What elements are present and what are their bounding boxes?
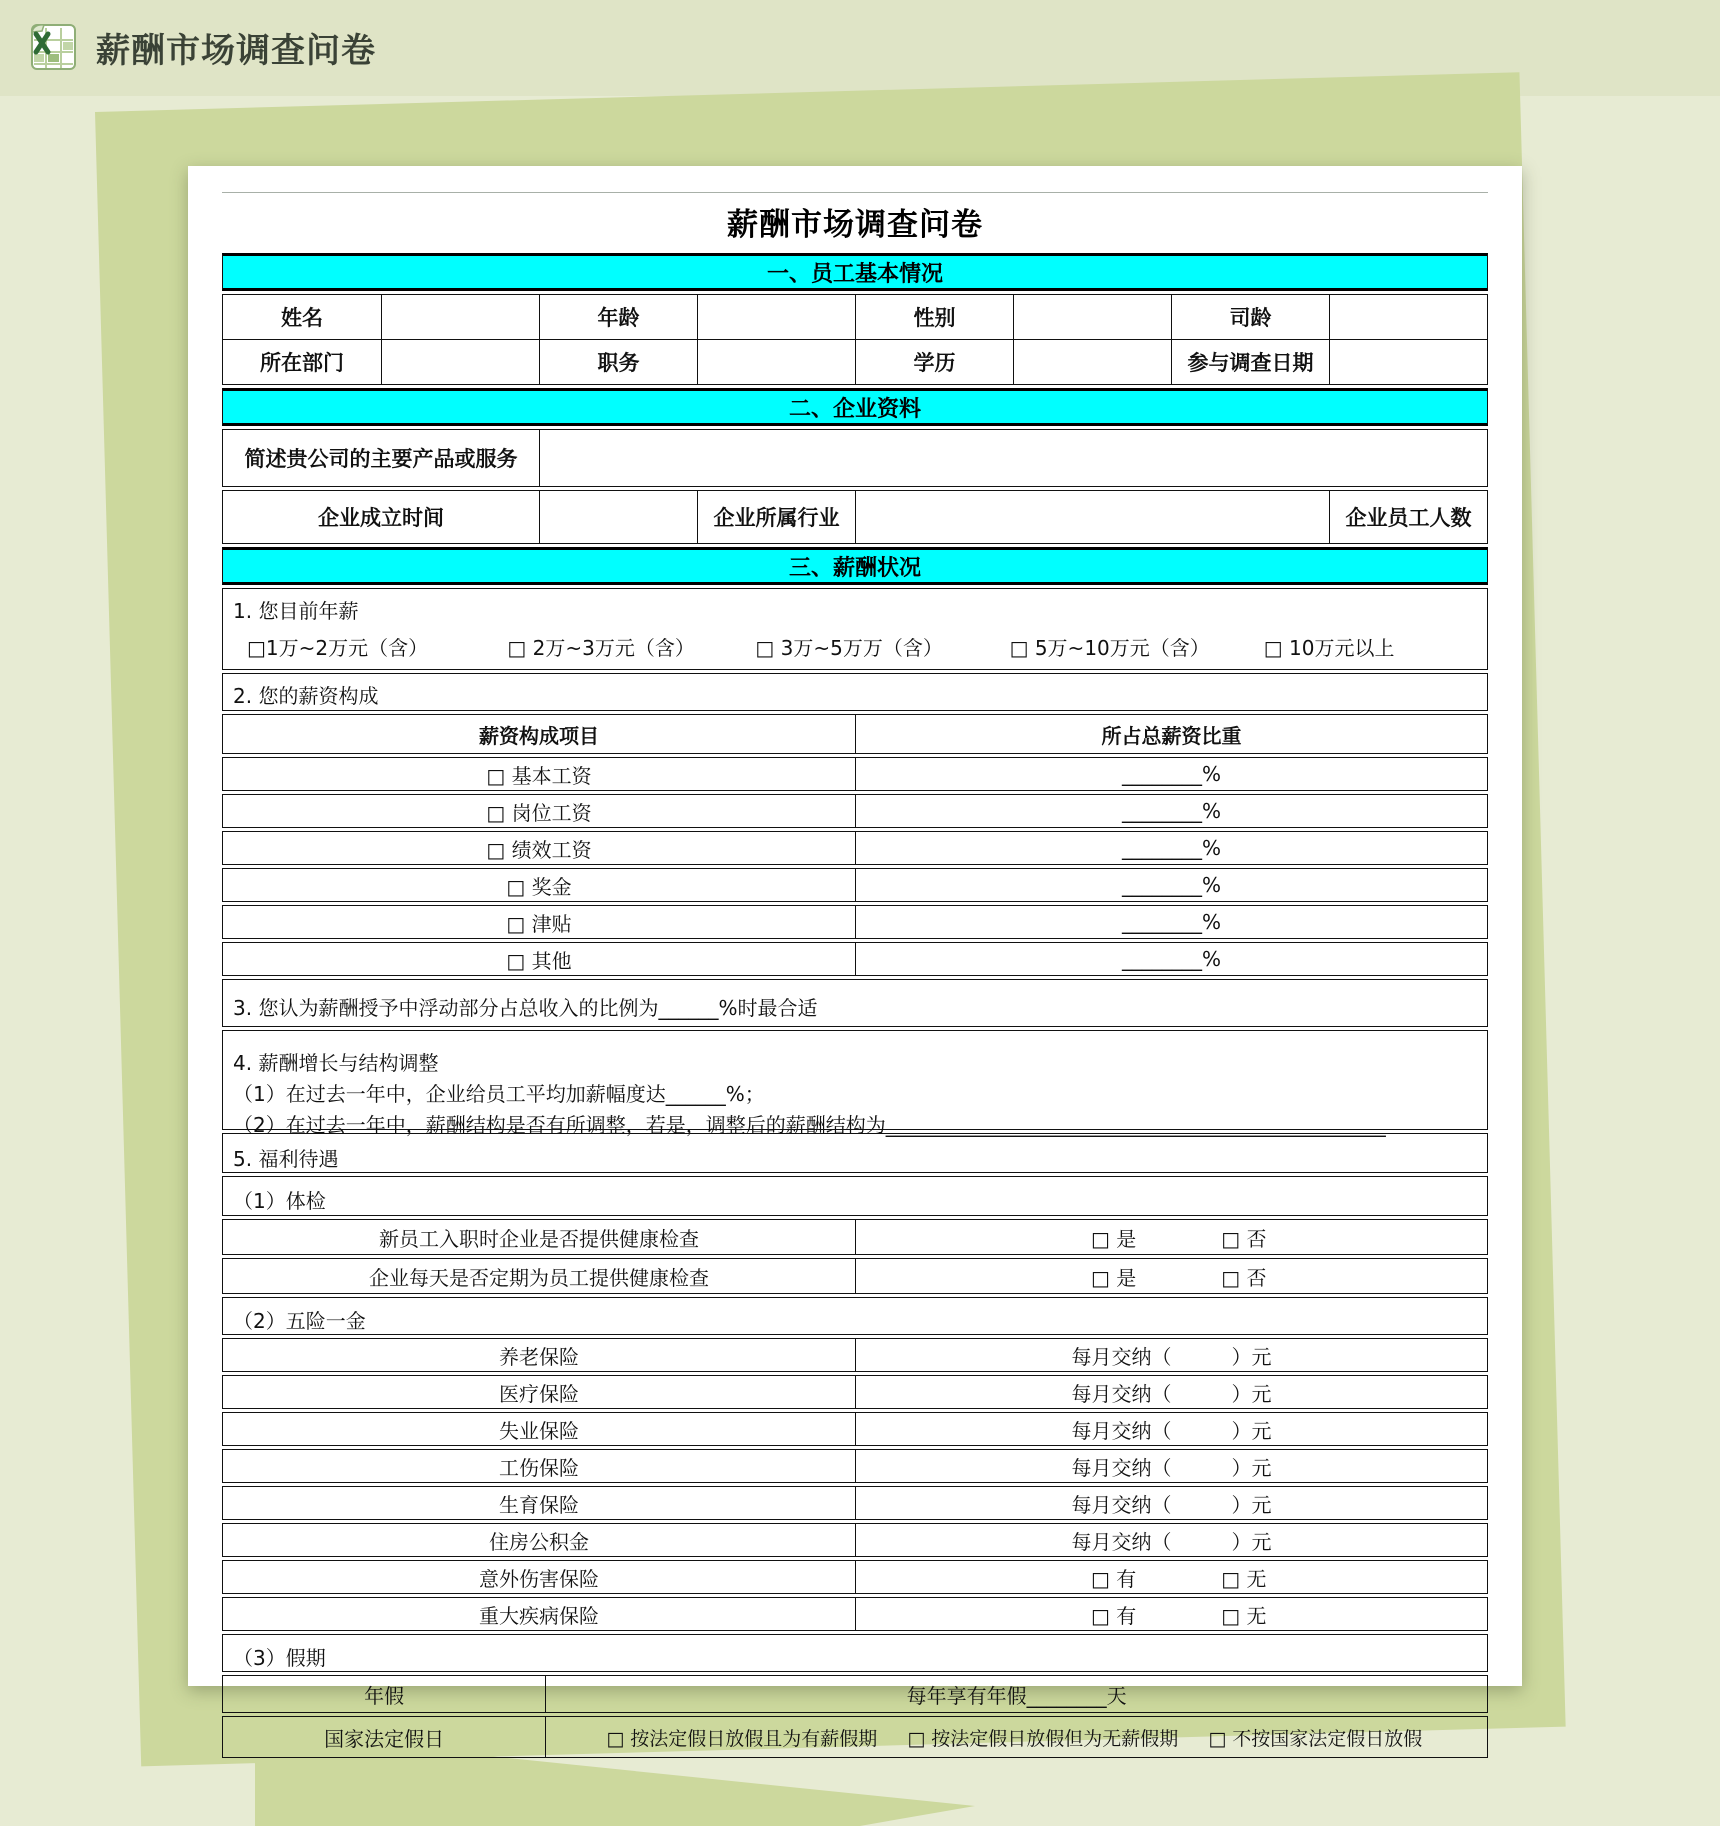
insurance-item: 医疗保险 xyxy=(499,1381,579,1406)
have-checkbox[interactable]: □ 有 xyxy=(1091,1603,1137,1628)
q3-text: 3. 您认为薪酬授予中浮动部分占总收入的比例为______%时最合适 xyxy=(233,996,818,1020)
no-checkbox[interactable]: □ 否 xyxy=(1221,1226,1267,1251)
q2-row-bonus xyxy=(222,868,1488,902)
q4-salary-growth xyxy=(222,1030,1488,1137)
no-checkbox[interactable]: □ 否 xyxy=(1221,1265,1267,1290)
statutory-option-none[interactable]: □ 不按国家法定假日放假 xyxy=(1208,1727,1423,1750)
have-checkbox[interactable]: □ 有 xyxy=(1091,1566,1137,1591)
q5-checkup-label-row xyxy=(222,1176,1488,1216)
q1-option-4[interactable]: □ 5万~10万元（含） xyxy=(1009,636,1210,660)
app-title: 薪酬市场调查问卷 xyxy=(96,30,376,71)
q1-option-3[interactable]: □ 3万~5万万（含） xyxy=(755,636,943,660)
q2-value-input[interactable]: ________% xyxy=(855,869,1487,901)
insurance-item: 意外伤害保险 xyxy=(479,1566,599,1591)
q1-annual-salary xyxy=(222,588,1488,670)
holiday-item: 年假 xyxy=(364,1683,405,1708)
label-founded: 企业成立时间 xyxy=(318,506,444,530)
excel-icon xyxy=(28,22,78,72)
input-products[interactable] xyxy=(539,430,1487,486)
label-position: 职务 xyxy=(539,340,697,384)
q1-option-2[interactable]: □ 2万~3万元（含） xyxy=(507,636,695,660)
insurance-row-pension xyxy=(222,1338,1488,1372)
yes-checkbox[interactable]: □ 是 xyxy=(1091,1265,1137,1290)
q2-label-row xyxy=(222,673,1488,711)
table-row xyxy=(223,295,1487,339)
insurance-item: 住房公积金 xyxy=(489,1529,589,1554)
q2-value-input[interactable]: ________% xyxy=(855,795,1487,827)
insurance-item: 工伤保险 xyxy=(499,1455,579,1480)
q2-item-checkbox[interactable]: □ 津贴 xyxy=(506,911,572,936)
label-education: 学历 xyxy=(855,340,1013,384)
q2-item-checkbox[interactable]: □ 绩效工资 xyxy=(486,837,592,862)
q4-label: 4. 薪酬增长与结构调整 xyxy=(233,1051,439,1075)
input-industry[interactable] xyxy=(855,491,1329,543)
questionnaire-sheet xyxy=(222,192,1488,1758)
label-department: 所在部门 xyxy=(260,351,344,375)
insurance-item: 养老保险 xyxy=(499,1344,579,1369)
label-employees: 企业员工人数 xyxy=(1329,491,1487,543)
q2-value-input[interactable]: ________% xyxy=(855,758,1487,790)
q1-option-5[interactable]: □ 10万元以上 xyxy=(1263,636,1395,660)
q4-line2: （2）在过去一年中，薪酬结构是否有所调整，若是，调整后的薪酬结构为__________________________________________________ xyxy=(233,1113,1386,1137)
questionnaire-page xyxy=(188,166,1522,1751)
q2-item-checkbox[interactable]: □ 其他 xyxy=(506,948,572,973)
label-age: 年龄 xyxy=(539,295,697,339)
q2-value-input[interactable]: ________% xyxy=(855,832,1487,864)
label-industry: 企业所属行业 xyxy=(697,491,855,543)
section-header-salary-status: 三、薪酬状况 xyxy=(222,547,1488,585)
q2-table-header xyxy=(222,714,1488,754)
insurance-item: 生育保险 xyxy=(499,1492,579,1517)
insurance-row-medical xyxy=(222,1375,1488,1409)
yes-checkbox[interactable]: □ 是 xyxy=(1091,1226,1137,1251)
q2-row-basic-wage xyxy=(222,757,1488,791)
q2-row-post-wage xyxy=(222,794,1488,828)
q5-wuxian-label: （2）五险一金 xyxy=(233,1309,366,1333)
q5-label-row xyxy=(222,1133,1488,1173)
q3-floating-ratio xyxy=(222,979,1488,1027)
input-position[interactable] xyxy=(697,340,855,384)
q2-value-input[interactable]: ________% xyxy=(855,906,1487,938)
app-header xyxy=(28,22,376,72)
input-name[interactable] xyxy=(381,295,539,339)
q2-item-checkbox[interactable]: □ 基本工资 xyxy=(486,763,592,788)
q5-holiday-label-row xyxy=(222,1634,1488,1672)
insurance-item: 重大疾病保险 xyxy=(479,1603,599,1628)
q1-option-1[interactable]: □1万~2万元（含） xyxy=(247,636,429,660)
insurance-row-unemployment xyxy=(222,1412,1488,1446)
monthly-pay-input[interactable]: 每月交纳（ ）元 xyxy=(855,1413,1487,1445)
label-products: 简述贵公司的主要产品或服务 xyxy=(244,447,518,471)
holiday-row-statutory xyxy=(222,1716,1488,1758)
q2-item-checkbox[interactable]: □ 岗位工资 xyxy=(486,800,592,825)
monthly-pay-input[interactable]: 每月交纳（ ）元 xyxy=(855,1339,1487,1371)
none-checkbox[interactable]: □ 无 xyxy=(1221,1566,1267,1591)
insurance-row-injury xyxy=(222,1449,1488,1483)
label-survey-date: 参与调查日期 xyxy=(1171,340,1329,384)
basic-info-table xyxy=(222,294,1488,385)
label-name: 姓名 xyxy=(281,306,323,330)
input-founded[interactable] xyxy=(539,491,697,543)
input-education[interactable] xyxy=(1013,340,1171,384)
label-tenure: 司龄 xyxy=(1171,295,1329,339)
statutory-option-unpaid[interactable]: □ 按法定假日放假但为无薪假期 xyxy=(907,1727,1179,1750)
input-tenure[interactable] xyxy=(1329,295,1487,339)
insurance-row-accident xyxy=(222,1560,1488,1594)
company-detail-table xyxy=(222,490,1488,544)
q1-label: 1. 您目前年薪 xyxy=(233,599,359,623)
q2-row-other xyxy=(222,942,1488,976)
table-row xyxy=(223,339,1487,384)
section-header-basic-info: 一、员工基本情况 xyxy=(222,253,1488,291)
q4-line1: （1）在过去一年中，企业给员工平均加薪幅度达______%； xyxy=(233,1082,765,1106)
insurance-item: 失业保险 xyxy=(499,1418,579,1443)
q5-holiday-label: （3）假期 xyxy=(233,1646,326,1670)
q5-checkup-label: （1）体检 xyxy=(233,1189,326,1213)
q2-row-allowance xyxy=(222,905,1488,939)
checkup-item: 企业每天是否定期为员工提供健康检查 xyxy=(369,1265,709,1290)
q5-label: 5. 福利待遇 xyxy=(233,1147,339,1171)
checkup-row-regular xyxy=(222,1258,1488,1294)
table-row xyxy=(223,430,1487,486)
monthly-pay-input[interactable]: 每月交纳（ ）元 xyxy=(855,1524,1487,1556)
section-header-company-info: 二、企业资料 xyxy=(222,388,1488,426)
q2-value-input[interactable]: ________% xyxy=(855,943,1487,975)
insurance-row-housing-fund xyxy=(222,1523,1488,1557)
holiday-row-annual-leave xyxy=(222,1675,1488,1713)
insurance-row-critical-illness xyxy=(222,1597,1488,1631)
annual-leave-days-input[interactable]: 每年享有年假________天 xyxy=(545,1676,1487,1712)
document-title: 薪酬市场调查问卷 xyxy=(727,207,983,243)
table-row xyxy=(223,491,1487,543)
document-title-row xyxy=(222,192,1488,250)
q2-row-performance-wage xyxy=(222,831,1488,865)
holiday-item: 国家法定假日 xyxy=(324,1726,445,1751)
checkup-item: 新员工入职时企业是否提供健康检查 xyxy=(379,1226,699,1251)
label-gender: 性别 xyxy=(855,295,1013,339)
insurance-row-maternity xyxy=(222,1486,1488,1520)
q2-col1-header: 薪资构成项目 xyxy=(479,723,599,748)
company-products-table xyxy=(222,429,1488,487)
none-checkbox[interactable]: □ 无 xyxy=(1221,1603,1267,1628)
q5-wuxian-label-row xyxy=(222,1297,1488,1335)
monthly-pay-input[interactable]: 每月交纳（ ）元 xyxy=(855,1376,1487,1408)
input-gender[interactable] xyxy=(1013,295,1171,339)
checkup-row-new-employee xyxy=(222,1219,1488,1255)
input-age[interactable] xyxy=(697,295,855,339)
input-survey-date[interactable] xyxy=(1329,340,1487,384)
input-department[interactable] xyxy=(381,340,539,384)
q2-label: 2. 您的薪资构成 xyxy=(233,684,379,708)
q2-item-checkbox[interactable]: □ 奖金 xyxy=(506,874,572,899)
q2-col2-header: 所占总薪资比重 xyxy=(855,715,1487,753)
monthly-pay-input[interactable]: 每月交纳（ ）元 xyxy=(855,1487,1487,1519)
monthly-pay-input[interactable]: 每月交纳（ ）元 xyxy=(855,1450,1487,1482)
statutory-option-paid[interactable]: □ 按法定假日放假且为有薪假期 xyxy=(606,1727,878,1750)
